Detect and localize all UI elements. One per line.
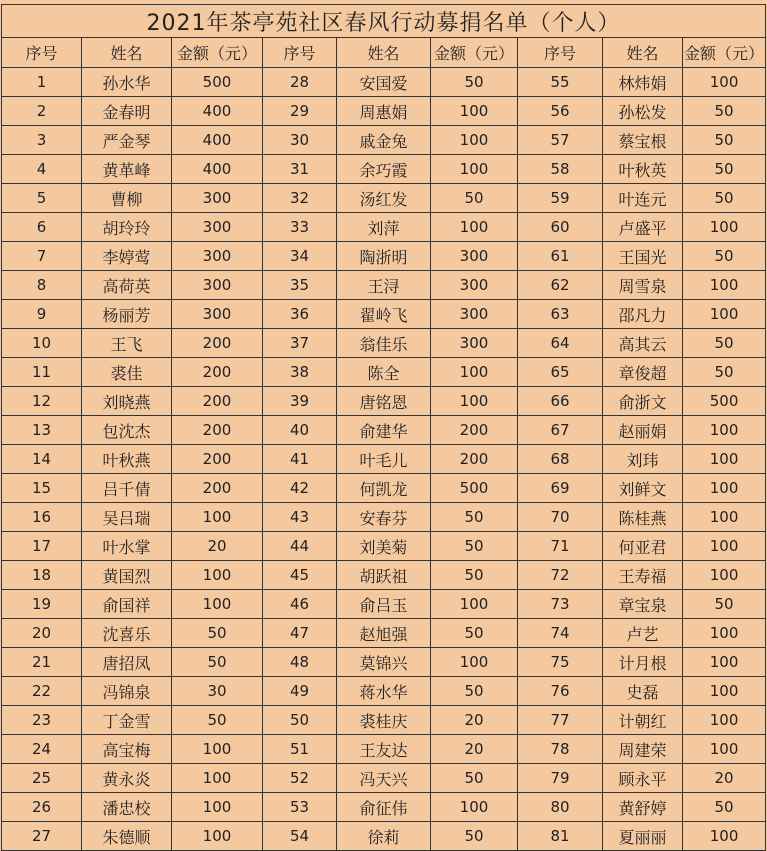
name-cell: 包沈杰 — [82, 416, 172, 445]
seq-cell: 79 — [518, 764, 603, 793]
seq-cell: 75 — [518, 648, 603, 677]
seq-cell: 2 — [2, 97, 82, 126]
seq-cell: 35 — [263, 271, 337, 300]
name-cell: 戚金兔 — [337, 126, 431, 155]
amount-cell: 50 — [683, 242, 766, 271]
seq-cell: 32 — [263, 184, 337, 213]
seq-cell: 37 — [263, 329, 337, 358]
name-cell: 冯锦泉 — [82, 677, 172, 706]
name-cell: 陈全 — [337, 358, 431, 387]
seq-cell: 67 — [518, 416, 603, 445]
name-cell: 黄国烈 — [82, 561, 172, 590]
seq-cell: 1 — [2, 68, 82, 97]
seq-cell: 17 — [2, 532, 82, 561]
amount-cell: 200 — [172, 387, 263, 416]
amount-cell: 50 — [431, 503, 518, 532]
name-cell: 孙松发 — [603, 97, 683, 126]
name-cell: 翟岭飞 — [337, 300, 431, 329]
amount-cell: 300 — [431, 329, 518, 358]
table-row — [2, 97, 766, 126]
amount-cell: 100 — [683, 735, 766, 764]
amount-cell: 100 — [431, 793, 518, 822]
name-cell: 刘鲜文 — [603, 474, 683, 503]
seq-cell: 69 — [518, 474, 603, 503]
amount-cell: 100 — [683, 561, 766, 590]
seq-cell: 81 — [518, 822, 603, 851]
seq-cell: 24 — [2, 735, 82, 764]
donation-table — [1, 4, 766, 851]
seq-cell: 9 — [2, 300, 82, 329]
seq-cell: 19 — [2, 590, 82, 619]
seq-cell: 33 — [263, 213, 337, 242]
seq-cell: 10 — [2, 329, 82, 358]
name-cell: 汤红发 — [337, 184, 431, 213]
amount-cell: 100 — [683, 706, 766, 735]
name-cell: 章宝泉 — [603, 590, 683, 619]
seq-cell: 78 — [518, 735, 603, 764]
amount-cell: 300 — [172, 242, 263, 271]
header-row — [2, 38, 766, 68]
amount-cell: 50 — [172, 648, 263, 677]
seq-cell: 64 — [518, 329, 603, 358]
name-cell: 吴吕瑞 — [82, 503, 172, 532]
amount-cell: 100 — [683, 445, 766, 474]
seq-cell: 20 — [2, 619, 82, 648]
name-cell: 曹柳 — [82, 184, 172, 213]
seq-cell: 34 — [263, 242, 337, 271]
name-cell: 赵旭强 — [337, 619, 431, 648]
name-cell: 卢盛平 — [603, 213, 683, 242]
name-cell: 蒋水华 — [337, 677, 431, 706]
name-cell: 何凯龙 — [337, 474, 431, 503]
name-cell: 黄永炎 — [82, 764, 172, 793]
seq-cell: 14 — [2, 445, 82, 474]
amount-cell: 300 — [172, 184, 263, 213]
amount-cell: 100 — [431, 213, 518, 242]
seq-cell: 57 — [518, 126, 603, 155]
name-cell: 胡跃祖 — [337, 561, 431, 590]
seq-cell: 46 — [263, 590, 337, 619]
name-cell: 顾永平 — [603, 764, 683, 793]
table-row — [2, 619, 766, 648]
amount-cell: 50 — [683, 793, 766, 822]
seq-cell: 60 — [518, 213, 603, 242]
amount-cell: 400 — [172, 126, 263, 155]
seq-cell: 23 — [2, 706, 82, 735]
name-cell: 刘玮 — [603, 445, 683, 474]
amount-cell: 100 — [683, 271, 766, 300]
seq-cell: 53 — [263, 793, 337, 822]
name-cell: 卢艺 — [603, 619, 683, 648]
amount-cell: 100 — [431, 97, 518, 126]
name-cell: 王浔 — [337, 271, 431, 300]
page-title: 2021年茶亭苑社区春风行动募捐名单（个人） — [2, 5, 766, 38]
table-row — [2, 416, 766, 445]
amount-cell: 100 — [683, 416, 766, 445]
seq-cell: 65 — [518, 358, 603, 387]
seq-cell: 13 — [2, 416, 82, 445]
name-cell: 叶连元 — [603, 184, 683, 213]
name-cell: 计朝红 — [603, 706, 683, 735]
name-cell: 俞征伟 — [337, 793, 431, 822]
amount-cell: 100 — [683, 619, 766, 648]
seq-cell: 18 — [2, 561, 82, 590]
amount-cell: 300 — [431, 242, 518, 271]
seq-cell: 12 — [2, 387, 82, 416]
name-cell: 刘晓燕 — [82, 387, 172, 416]
name-cell: 王国光 — [603, 242, 683, 271]
seq-cell: 26 — [2, 793, 82, 822]
name-cell: 俞建华 — [337, 416, 431, 445]
amount-cell: 100 — [683, 503, 766, 532]
seq-cell: 47 — [263, 619, 337, 648]
table-row — [2, 793, 766, 822]
seq-cell: 72 — [518, 561, 603, 590]
amount-cell: 50 — [172, 619, 263, 648]
amount-cell: 200 — [172, 416, 263, 445]
name-cell: 潘忠校 — [82, 793, 172, 822]
amount-cell: 100 — [683, 68, 766, 97]
name-cell: 邵凡力 — [603, 300, 683, 329]
name-cell: 俞吕玉 — [337, 590, 431, 619]
name-cell: 唐铭恩 — [337, 387, 431, 416]
table-row — [2, 126, 766, 155]
amount-cell: 20 — [683, 764, 766, 793]
name-cell: 安国爱 — [337, 68, 431, 97]
seq-cell: 38 — [263, 358, 337, 387]
amount-cell: 50 — [431, 677, 518, 706]
seq-cell: 39 — [263, 387, 337, 416]
table-row — [2, 329, 766, 358]
amount-cell: 100 — [683, 677, 766, 706]
name-cell: 高荷英 — [82, 271, 172, 300]
amount-cell: 50 — [431, 764, 518, 793]
amount-cell: 100 — [431, 387, 518, 416]
seq-cell: 41 — [263, 445, 337, 474]
name-cell: 王飞 — [82, 329, 172, 358]
table-row — [2, 155, 766, 184]
name-cell: 叶水掌 — [82, 532, 172, 561]
seq-cell: 42 — [263, 474, 337, 503]
amount-cell: 300 — [172, 213, 263, 242]
name-cell: 陈桂燕 — [603, 503, 683, 532]
table-row — [2, 706, 766, 735]
amount-cell: 300 — [172, 271, 263, 300]
table-row — [2, 474, 766, 503]
amount-cell: 100 — [431, 358, 518, 387]
name-cell: 周建荣 — [603, 735, 683, 764]
seq-cell: 76 — [518, 677, 603, 706]
name-cell: 裘桂庆 — [337, 706, 431, 735]
table-row — [2, 677, 766, 706]
seq-cell: 7 — [2, 242, 82, 271]
header-name: 姓名 — [337, 38, 431, 68]
table-row — [2, 735, 766, 764]
name-cell: 金春明 — [82, 97, 172, 126]
seq-cell: 73 — [518, 590, 603, 619]
seq-cell: 52 — [263, 764, 337, 793]
name-cell: 蔡宝根 — [603, 126, 683, 155]
seq-cell: 36 — [263, 300, 337, 329]
amount-cell: 20 — [172, 532, 263, 561]
amount-cell: 100 — [172, 503, 263, 532]
name-cell: 夏丽丽 — [603, 822, 683, 851]
seq-cell: 25 — [2, 764, 82, 793]
seq-cell: 66 — [518, 387, 603, 416]
seq-cell: 28 — [263, 68, 337, 97]
name-cell: 俞国祥 — [82, 590, 172, 619]
seq-cell: 45 — [263, 561, 337, 590]
amount-cell: 50 — [683, 184, 766, 213]
seq-cell: 30 — [263, 126, 337, 155]
amount-cell: 100 — [683, 213, 766, 242]
amount-cell: 100 — [683, 822, 766, 851]
amount-cell: 100 — [172, 793, 263, 822]
amount-cell: 100 — [431, 126, 518, 155]
amount-cell: 200 — [431, 445, 518, 474]
seq-cell: 62 — [518, 271, 603, 300]
amount-cell: 100 — [683, 474, 766, 503]
seq-cell: 29 — [263, 97, 337, 126]
name-cell: 叶秋燕 — [82, 445, 172, 474]
seq-cell: 5 — [2, 184, 82, 213]
name-cell: 严金琴 — [82, 126, 172, 155]
seq-cell: 40 — [263, 416, 337, 445]
amount-cell: 200 — [172, 358, 263, 387]
seq-cell: 27 — [2, 822, 82, 851]
table-row — [2, 532, 766, 561]
seq-cell: 54 — [263, 822, 337, 851]
seq-cell: 77 — [518, 706, 603, 735]
amount-cell: 100 — [431, 590, 518, 619]
amount-cell: 100 — [683, 532, 766, 561]
amount-cell: 100 — [172, 561, 263, 590]
table-row — [2, 764, 766, 793]
seq-cell: 21 — [2, 648, 82, 677]
table-row — [2, 648, 766, 677]
name-cell: 李婷莺 — [82, 242, 172, 271]
seq-cell: 70 — [518, 503, 603, 532]
name-cell: 赵丽娟 — [603, 416, 683, 445]
header-amount: 金额（元） — [431, 38, 518, 68]
name-cell: 章俊超 — [603, 358, 683, 387]
seq-cell: 11 — [2, 358, 82, 387]
name-cell: 王寿福 — [603, 561, 683, 590]
amount-cell: 200 — [431, 416, 518, 445]
name-cell: 翁佳乐 — [337, 329, 431, 358]
amount-cell: 50 — [431, 561, 518, 590]
amount-cell: 50 — [683, 329, 766, 358]
name-cell: 沈喜乐 — [82, 619, 172, 648]
name-cell: 史磊 — [603, 677, 683, 706]
amount-cell: 50 — [431, 532, 518, 561]
seq-cell: 50 — [263, 706, 337, 735]
seq-cell: 8 — [2, 271, 82, 300]
name-cell: 吕千倩 — [82, 474, 172, 503]
name-cell: 徐莉 — [337, 822, 431, 851]
amount-cell: 100 — [172, 822, 263, 851]
name-cell: 何亚君 — [603, 532, 683, 561]
table-row — [2, 503, 766, 532]
name-cell: 林炜娟 — [603, 68, 683, 97]
amount-cell: 200 — [172, 474, 263, 503]
name-cell: 余巧霞 — [337, 155, 431, 184]
table-row — [2, 590, 766, 619]
name-cell: 陶浙明 — [337, 242, 431, 271]
amount-cell: 100 — [431, 155, 518, 184]
amount-cell: 500 — [172, 68, 263, 97]
name-cell: 计月根 — [603, 648, 683, 677]
header-name: 姓名 — [603, 38, 683, 68]
table-row — [2, 242, 766, 271]
name-cell: 俞浙文 — [603, 387, 683, 416]
seq-cell: 31 — [263, 155, 337, 184]
name-cell: 裘佳 — [82, 358, 172, 387]
seq-cell: 58 — [518, 155, 603, 184]
seq-cell: 3 — [2, 126, 82, 155]
amount-cell: 50 — [683, 155, 766, 184]
seq-cell: 61 — [518, 242, 603, 271]
table-row — [2, 822, 766, 851]
amount-cell: 400 — [172, 97, 263, 126]
name-cell: 安春芬 — [337, 503, 431, 532]
name-cell: 杨丽芳 — [82, 300, 172, 329]
header-name: 姓名 — [82, 38, 172, 68]
amount-cell: 50 — [431, 822, 518, 851]
seq-cell: 49 — [263, 677, 337, 706]
name-cell: 胡玲玲 — [82, 213, 172, 242]
name-cell: 高宝梅 — [82, 735, 172, 764]
seq-cell: 43 — [263, 503, 337, 532]
table-row — [2, 387, 766, 416]
seq-cell: 6 — [2, 213, 82, 242]
amount-cell: 50 — [683, 590, 766, 619]
seq-cell: 44 — [263, 532, 337, 561]
name-cell: 王友达 — [337, 735, 431, 764]
amount-cell: 50 — [172, 706, 263, 735]
amount-cell: 200 — [172, 329, 263, 358]
table-row — [2, 445, 766, 474]
amount-cell: 100 — [172, 764, 263, 793]
amount-cell: 50 — [683, 97, 766, 126]
header-amount: 金额（元） — [683, 38, 766, 68]
amount-cell: 200 — [172, 445, 263, 474]
amount-cell: 300 — [172, 300, 263, 329]
amount-cell: 30 — [172, 677, 263, 706]
name-cell: 叶秋英 — [603, 155, 683, 184]
seq-cell: 59 — [518, 184, 603, 213]
name-cell: 叶毛儿 — [337, 445, 431, 474]
header-seq: 序号 — [518, 38, 603, 68]
amount-cell: 100 — [172, 590, 263, 619]
seq-cell: 4 — [2, 155, 82, 184]
seq-cell: 56 — [518, 97, 603, 126]
table-row — [2, 358, 766, 387]
amount-cell: 500 — [431, 474, 518, 503]
amount-cell: 50 — [683, 126, 766, 155]
name-cell: 丁金雪 — [82, 706, 172, 735]
name-cell: 周雪泉 — [603, 271, 683, 300]
name-cell: 朱德顺 — [82, 822, 172, 851]
name-cell: 黄舒婷 — [603, 793, 683, 822]
seq-cell: 51 — [263, 735, 337, 764]
table-row — [2, 68, 766, 97]
name-cell: 高其云 — [603, 329, 683, 358]
table-row — [2, 213, 766, 242]
amount-cell: 100 — [431, 648, 518, 677]
amount-cell: 20 — [431, 735, 518, 764]
amount-cell: 100 — [683, 300, 766, 329]
amount-cell: 100 — [172, 735, 263, 764]
table-row — [2, 300, 766, 329]
name-cell: 周惠娟 — [337, 97, 431, 126]
seq-cell: 16 — [2, 503, 82, 532]
name-cell: 刘萍 — [337, 213, 431, 242]
table-row — [2, 184, 766, 213]
amount-cell: 300 — [431, 271, 518, 300]
name-cell: 莫锦兴 — [337, 648, 431, 677]
seq-cell: 15 — [2, 474, 82, 503]
amount-cell: 50 — [431, 619, 518, 648]
amount-cell: 50 — [683, 358, 766, 387]
table-row — [2, 271, 766, 300]
seq-cell: 55 — [518, 68, 603, 97]
seq-cell: 22 — [2, 677, 82, 706]
seq-cell: 48 — [263, 648, 337, 677]
name-cell: 冯天兴 — [337, 764, 431, 793]
seq-cell: 63 — [518, 300, 603, 329]
name-cell: 孙水华 — [82, 68, 172, 97]
header-seq: 序号 — [263, 38, 337, 68]
amount-cell: 500 — [683, 387, 766, 416]
amount-cell: 300 — [431, 300, 518, 329]
amount-cell: 400 — [172, 155, 263, 184]
amount-cell: 20 — [431, 706, 518, 735]
name-cell: 黄革峰 — [82, 155, 172, 184]
amount-cell: 100 — [683, 648, 766, 677]
amount-cell: 50 — [431, 68, 518, 97]
name-cell: 刘美菊 — [337, 532, 431, 561]
header-seq: 序号 — [2, 38, 82, 68]
seq-cell: 80 — [518, 793, 603, 822]
seq-cell: 74 — [518, 619, 603, 648]
name-cell: 唐招凤 — [82, 648, 172, 677]
amount-cell: 50 — [431, 184, 518, 213]
seq-cell: 68 — [518, 445, 603, 474]
seq-cell: 71 — [518, 532, 603, 561]
table-row — [2, 561, 766, 590]
header-amount: 金额（元） — [172, 38, 263, 68]
